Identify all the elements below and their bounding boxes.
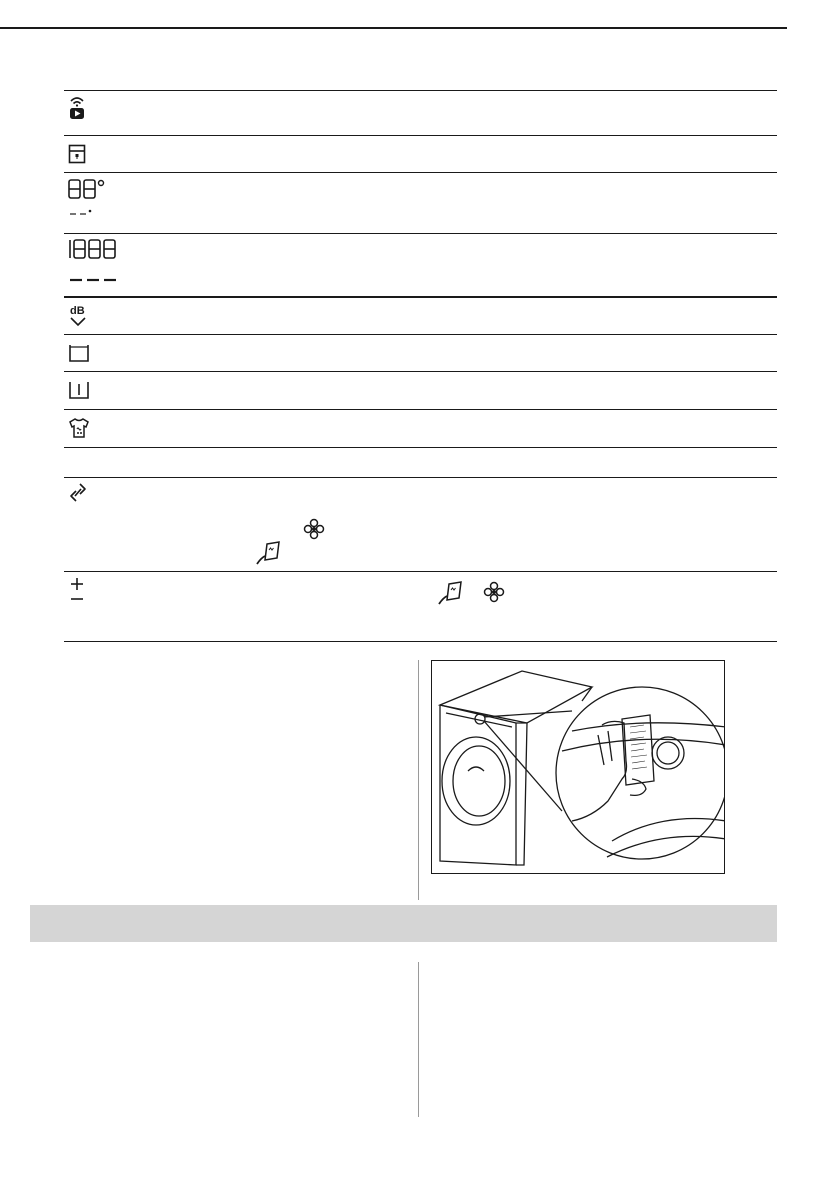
table-rule [64,296,777,298]
remote-start-icon [68,96,86,120]
table-rule [64,334,777,335]
table-rule [64,90,777,91]
table-rule [64,641,777,642]
column-divider [418,962,419,1117]
temperature-display-icon [68,179,112,219]
link-icon [68,482,88,504]
washing-machine-cartridge-insert-illustration [431,660,725,874]
flower-icon [483,581,505,603]
table-rule [64,477,777,478]
display-indicator-table [64,90,777,642]
plus-minus-icon [68,578,86,602]
table-rule [64,409,777,410]
table-rule [64,172,777,173]
table-rule [64,135,777,136]
table-rule [64,571,777,572]
tank-full-icon [68,380,90,400]
steam-shirt-icon [68,417,90,439]
door-lock-icon [68,144,86,164]
svg-text:dB: dB [70,305,85,317]
time-display-icon [68,239,118,285]
table-rule [64,371,777,372]
section-heading-band [30,905,777,942]
cartridge-icon [255,540,283,566]
column-divider [418,660,419,900]
table-rule [64,233,777,234]
silent-db-icon [68,304,88,328]
tank-empty-icon [68,343,90,363]
cartridge-icon [437,580,465,606]
table-rule [64,447,777,448]
header-rule [0,27,787,29]
flower-icon [303,518,325,540]
